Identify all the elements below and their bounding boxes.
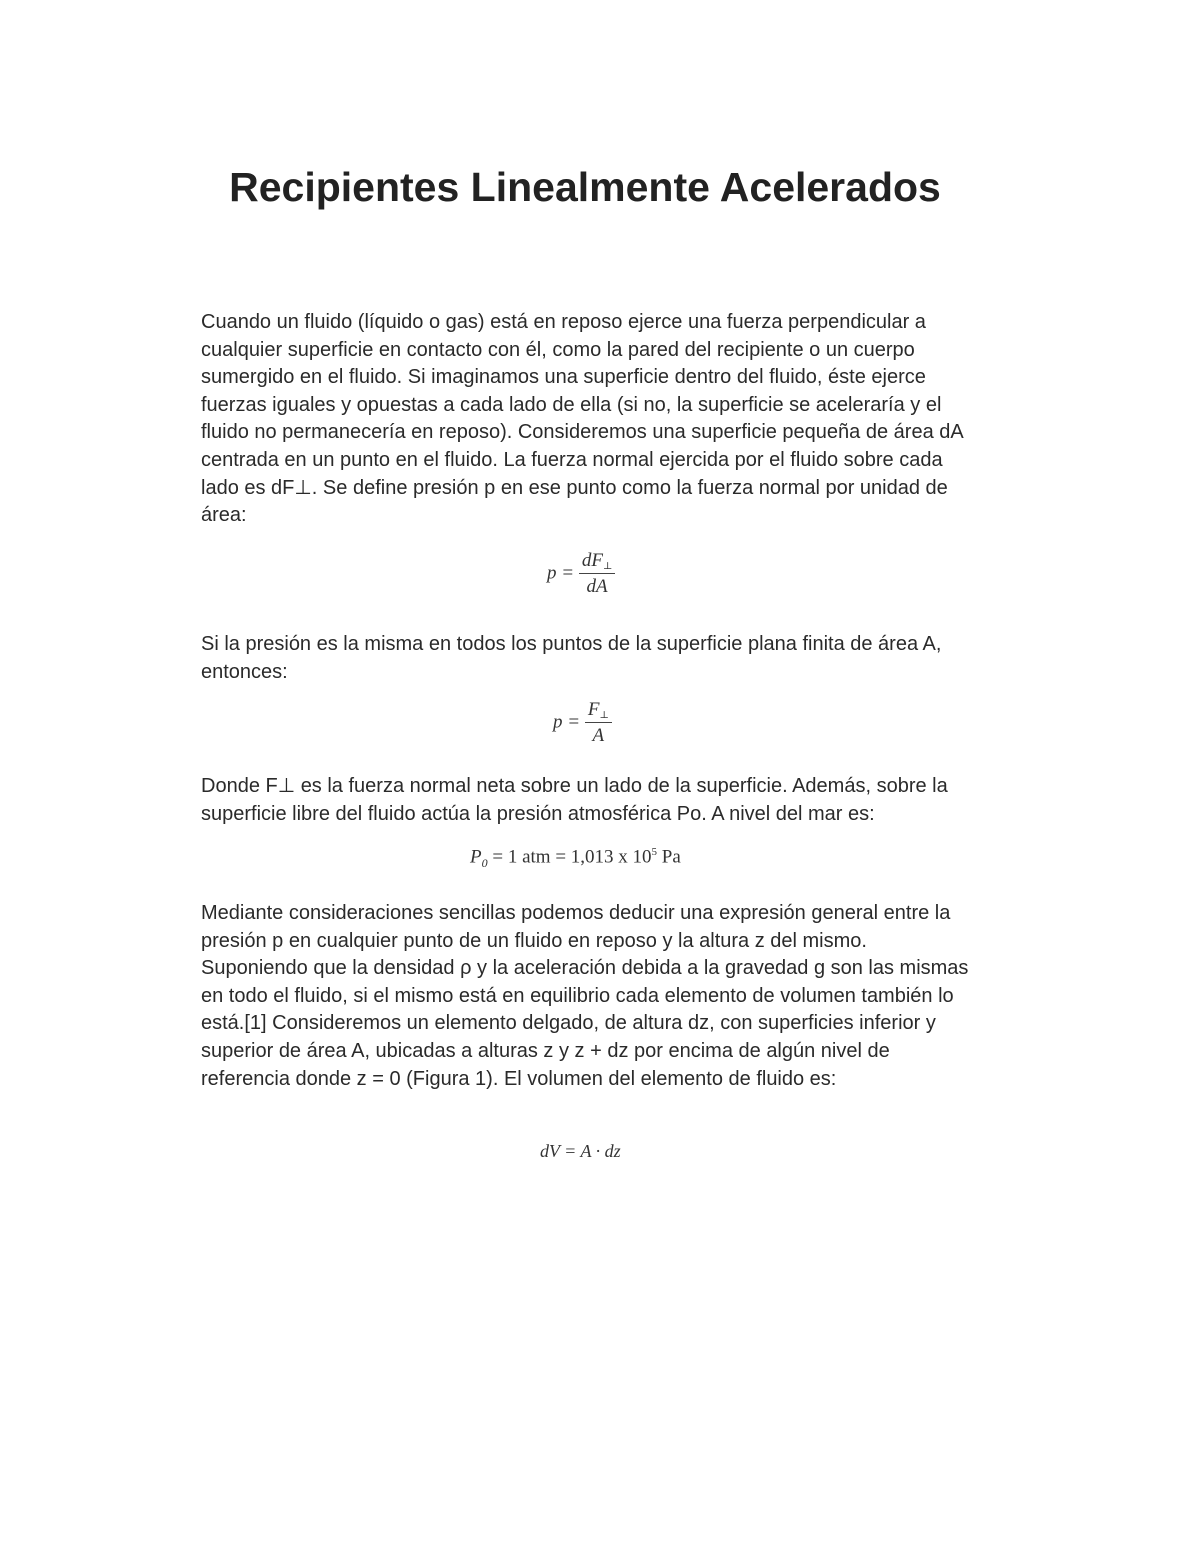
paragraph-2: Si la presión es la misma en todos los puntos de la superficie plana finita de área A, entonces:	[201, 633, 942, 683]
equation-lhs: p =	[553, 711, 581, 733]
paragraph-3: Donde F⊥ es la fuerza normal neta sobre un lado de la superficie. Además, sobre la superficie libre del fluido actúa la presión atmosférica Po. A nivel del mar es:	[201, 775, 948, 825]
equation-rest: = 1 atm = 1,013 x 10	[487, 846, 652, 868]
equation-atmospheric	[470, 846, 681, 871]
equation-pressure-uniform	[553, 699, 612, 747]
equation-lhs: p =	[547, 562, 575, 584]
paragraph-4: Mediante consideraciones sencillas podemos deducir una expresión general entre la presión p en cualquier punto de un fluido en reposo y la altura z del mismo. Suponiendo que la densidad ρ y la aceleración debida a la gravedad g son las mismas en todo el fluido, si el mismo está en equilibrio cada elemento de volumen también lo está.[1] Consideremos un elemento delgado, de altura dz, con superficies inferior y superior de área A, ubicadas a alturas z y z + dz por encima de algún nivel de referencia donde z = 0 (Figura 1). El volumen del elemento de fluido es:	[201, 902, 969, 1090]
fraction	[579, 550, 616, 598]
equation-volume-element: dV = A · dz	[540, 1141, 621, 1161]
perp-subscript: ⊥	[599, 710, 609, 721]
numerator-text: dF	[581, 550, 603, 571]
equation-pressure-differential	[547, 550, 615, 598]
exponent: 5	[651, 846, 658, 858]
paragraph-1: Cuando un fluido (líquido o gas) está en reposo ejerce una fuerza perpendicular a cualquier superficie en contacto con él, como la pared del recipiente o un cuerpo sumergido en el fluido. Si imaginamos una superficie dentro del fluido, éste ejerce fuerzas iguales y opuestas a cada lado de ella (si no, la superficie se aceleraría y el fluido no permanecería en reposo). Consideremos una superficie pequeña de área dA centrada en un punto en el fluido. La fuerza normal ejercida por el fluido sobre cada lado es dF⊥. Se define presión p en ese punto como la fuerza normal por unidad de área:	[201, 311, 963, 527]
fraction-denominator: dA	[586, 576, 608, 597]
fraction-denominator: A	[592, 725, 605, 746]
fraction	[585, 699, 612, 747]
fraction-numerator	[579, 550, 616, 574]
subscript: 0	[481, 856, 488, 871]
page-title: Recipientes Linealmente Acelerados	[229, 164, 941, 210]
equation-lhs: P	[470, 846, 482, 868]
fraction-numerator	[585, 699, 612, 723]
numerator-text: F	[587, 699, 600, 720]
equation-unit: Pa	[657, 846, 681, 868]
perp-subscript: ⊥	[602, 561, 613, 572]
